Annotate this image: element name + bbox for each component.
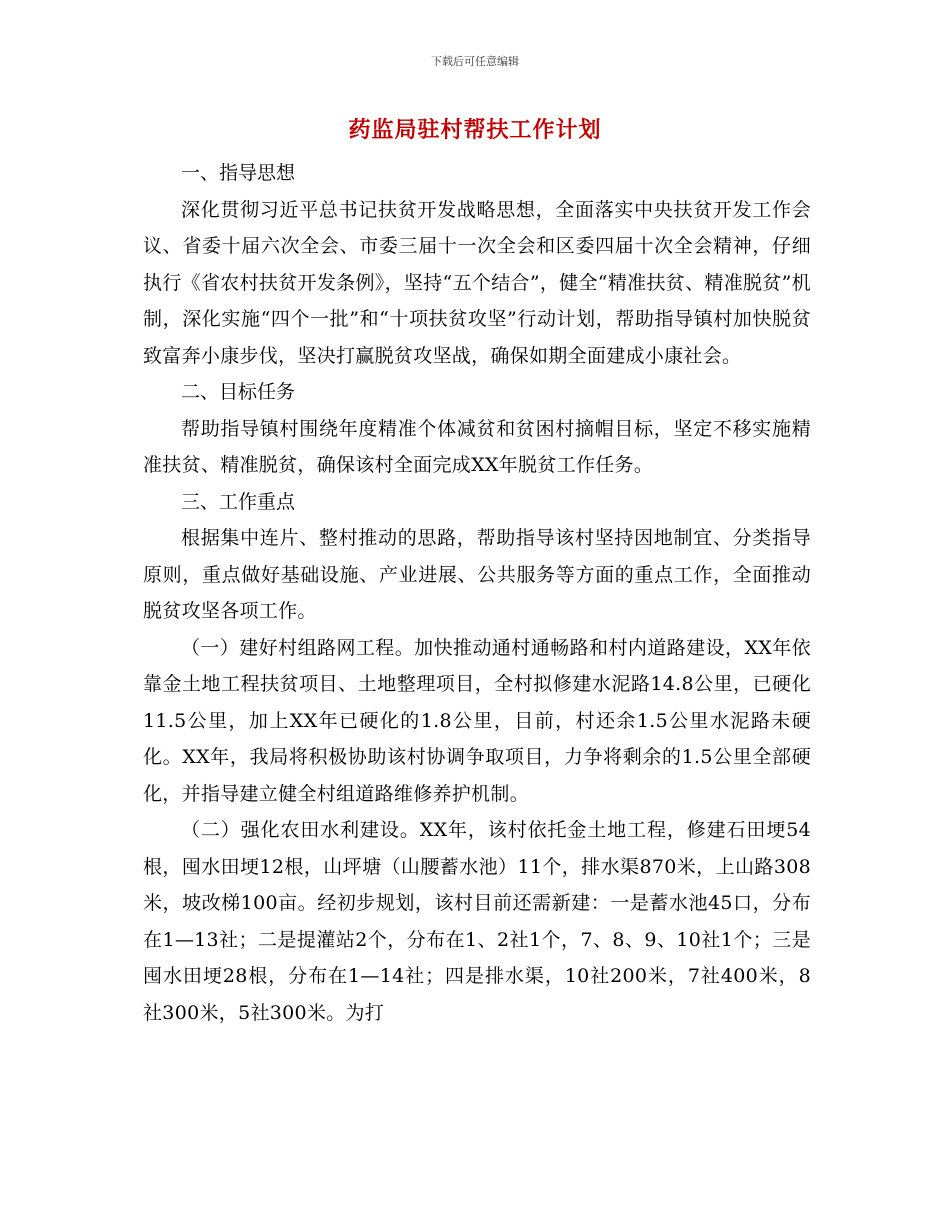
- paragraph-goals: 帮助指导镇村围绕年度精准个体减贫和贫困村摘帽目标，坚定不移实施精准扶贫、精准脱贫，确保该村全面完成XX年脱贫工作任务。: [143, 417, 811, 476]
- paragraph-work-focus: 根据集中连片、整村推动的思路，帮助指导该村坚持因地制宜、分类指导原则，重点做好基础设施、产业进展、公共服务等方面的重点工作，全面推动脱贫攻坚各项工作。: [143, 527, 811, 622]
- page-header: 下载后可任意编辑: [431, 55, 519, 68]
- section-heading-guiding-ideology: 一、指导思想: [181, 162, 296, 184]
- paragraph-guiding-ideology: 深化贯彻习近平总书记扶贫开发战略思想，全面落实中央扶贫开发工作会议、省委十届六次全会、市委三届十一次全会和区委四届十次全会精神，仔细执行《省农村扶贫开发条例》，坚持“五个结合”，健全“精准扶贫、精准脱贫”机制，深化实施“四个一批”和“十项扶贫攻坚”行动计划，帮助指导镇村加快脱贫致富奔小康步伐，坚决打赢脱贫攻坚战，确保如期全面建成小康社会。: [143, 198, 811, 367]
- section-heading-work-focus: 三、工作重点: [181, 490, 296, 513]
- paragraph-road-network: （一）建好村组路网工程。加快推动通村通畅路和村内道路建设，XX年依靠金土地工程扶贫项目、土地整理项目，全村拟修建水泥路14.8公里，已硬化11.5公里，加上XX年已硬化的1.8公里，目前，村还余1.5公里水泥路未硬化。XX年，我局将积极协助该村协调争取项目，力争将剩余的1.5公里全部硬化，并指导建立健全村组道路维修养护机制。: [143, 636, 811, 805]
- section-heading-goals: 二、目标任务: [181, 381, 296, 403]
- paragraph-water-conservancy: （二）强化农田水利建设。XX年，该村依托金土地工程，修建石田埂54根，囤水田埂12根，山坪塘（山腰蓄水池）11个，排水渠870米，上山路308米，坡改梯100亩。经初步规划，该村目前还需新建：一是蓄水池45口，分布在1—13社；二是提灌站2个，分布在1、2社1个，7、8、9、10社1个；三是囤水田埂28根，分布在1—14社；四是排水渠，10社200米，7社400米，8社300米，5社300米。为打: [143, 819, 811, 1024]
- document-body: [143, 155, 811, 1031]
- document-title: 药监局驻村帮扶工作计划: [348, 118, 602, 143]
